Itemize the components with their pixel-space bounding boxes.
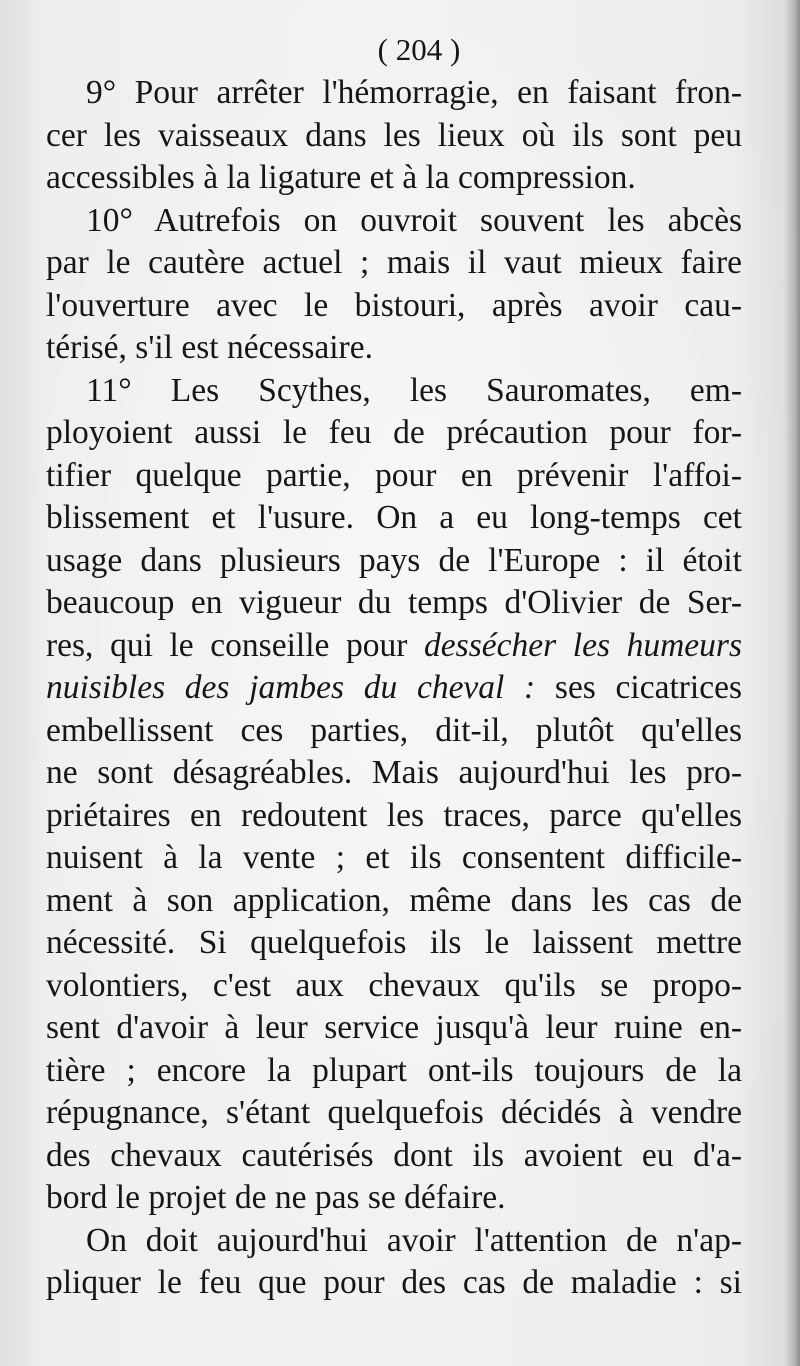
text-segment: res, qui le conseille pour	[46, 626, 425, 664]
body-text	[46, 72, 742, 1305]
text-line: embellissent ces parties, dit-il, plutôt qu'elles	[46, 711, 742, 749]
text-line: pliquer le feu que pour des cas de maladie : si	[46, 1264, 742, 1301]
text-line	[46, 667, 742, 710]
text-line: tifier quelque partie, pour en prévenir l'affoi-	[46, 456, 742, 494]
italic-segment: dessécher les humeurs	[424, 626, 742, 664]
italic-segment: nuisibles des jambes du cheval :	[46, 669, 555, 706]
text-line: usage dans plusieurs pays de l'Europe : il étoit	[46, 541, 742, 579]
text-line: priétaires en redoutent les traces, parce qu'elles	[46, 796, 742, 834]
text-line: 9° Pour arrêter l'hémorragie, en faisant fron-	[86, 74, 742, 111]
text-line: blissement et l'usure. On a eu long-temps cet	[46, 499, 742, 536]
text-line: tière ; encore la plupart ont-ils toujours de la	[46, 1051, 742, 1089]
text-line: 10° Autrefois on ouvroit souvent les abcès	[86, 201, 742, 239]
text-line: 11° Les Scythes, les Sauromates, em-	[86, 371, 742, 409]
text-line: ne sont désagréables. Mais aujourd'hui les pro-	[46, 754, 742, 791]
text-line: répugnance, s'étant quelquefois décidés à vendre	[46, 1094, 742, 1131]
text-line: ployoient aussi le feu de précaution pour for-	[46, 414, 742, 451]
text-segment: ses cicatrices	[554, 669, 742, 706]
text-line: volontiers, c'est aux chevaux qu'ils se propo-	[46, 966, 742, 1004]
text-line: nuisent à la vente ; et ils consentent difficile-	[46, 839, 742, 876]
text-line: sent d'avoir à leur service jusqu'à leur ruine en-	[46, 1009, 742, 1046]
text-line: cer les vaisseaux dans les lieux où ils sont peu	[46, 116, 742, 154]
text-line: accessibles à la ligature et à la compression.	[46, 159, 636, 196]
text-line: bord le projet de ne pas se défaire.	[46, 1179, 506, 1216]
page-number: ( 204 )	[377, 32, 461, 67]
text-line: On doit aujourd'hui avoir l'attention de n'ap-	[86, 1221, 742, 1259]
text-line: par le cautère actuel ; mais il vaut mieux faire	[46, 244, 742, 281]
text-line: térisé, s'il est nécessaire.	[46, 329, 373, 366]
text-line: ment à son application, même dans les cas de	[46, 881, 742, 919]
page-edge-shadow	[784, 0, 800, 1366]
text-line: l'ouverture avec le bistouri, après avoir cau-	[46, 286, 742, 324]
text-line: beaucoup en vigueur du temps d'Olivier de Ser-	[46, 584, 742, 621]
text-line	[46, 625, 742, 668]
text-line: nécessité. Si quelquefois ils le laissent mettre	[46, 924, 742, 961]
text-line: des chevaux cautérisés dont ils avoient eu d'a-	[46, 1136, 742, 1174]
